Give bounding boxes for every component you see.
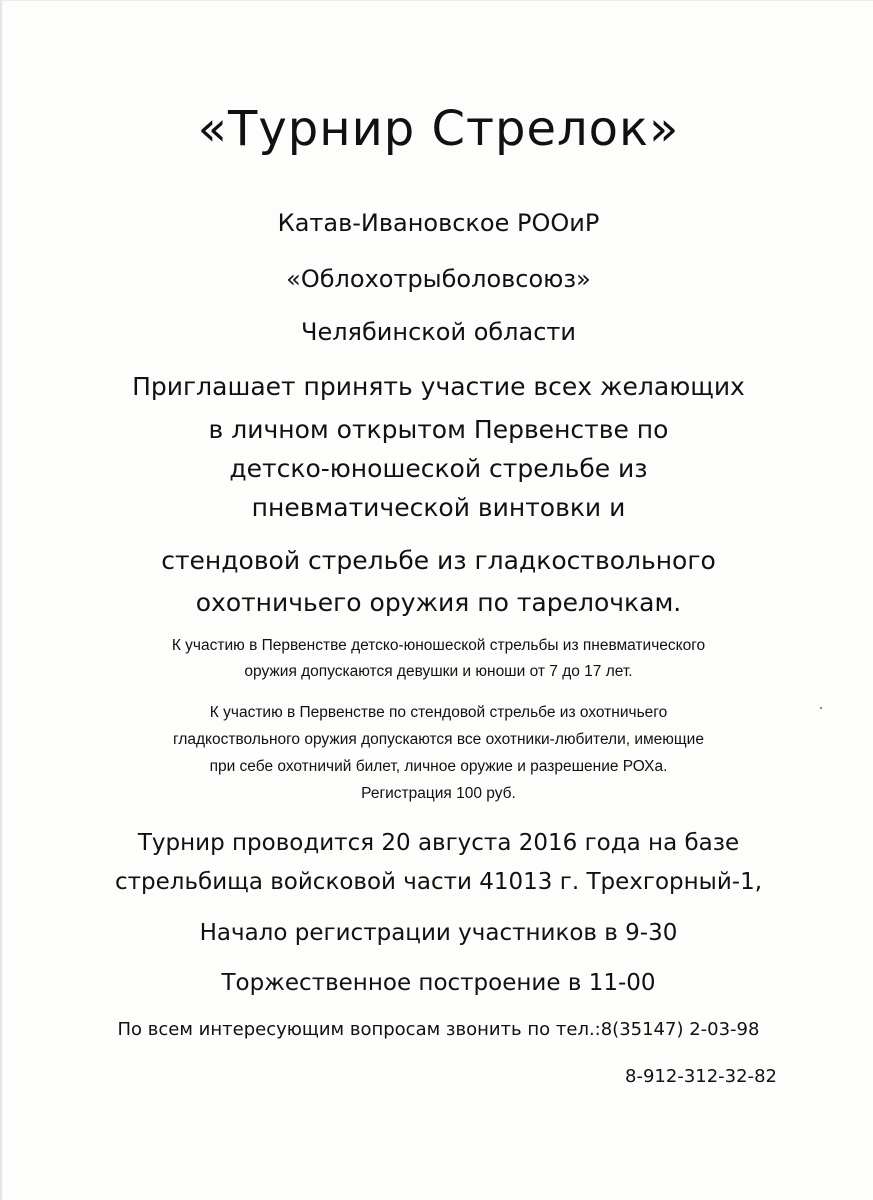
scan-speck (820, 707, 822, 709)
invitation-line-4: пневматической винтовки и (251, 493, 626, 522)
youth-rule-line-2: оружия допускаются девушки и юноши от 7 до 17 лет. (244, 663, 633, 680)
page-title: «Турнир Стрелок» (197, 101, 680, 157)
organizer-region: Челябинской области (301, 318, 576, 346)
organizer-union: «Облохотрыболовсоюз» (286, 265, 591, 293)
registration-start: Начало регистрации участников в 9-30 (199, 920, 678, 946)
event-date-line-1: Турнир проводится 20 августа 2016 года на базе (137, 830, 740, 856)
ceremony-time: Торжественное построение в 11-00 (221, 970, 656, 996)
invitation-line-3: детско-юношеской стрельбе из (229, 454, 648, 483)
contact-line: По всем интересующим вопросам звонить по тел.:8(35147) 2-03-98 (117, 1019, 760, 1040)
registration-fee: Регистрация 100 руб. (361, 785, 516, 802)
youth-rule-line-1: К участию в Первенстве детско-юношеской стрельбы из пневматического (171, 637, 706, 654)
invitation-line-2: в личном открытом Первенстве по (208, 415, 669, 444)
hunters-rule-line-1: К участию в Первенстве по стендовой стрельбе из охотничьего (209, 704, 668, 721)
invitation-line-5: стендовой стрельбе из гладкоствольного (161, 546, 716, 575)
organizer-name: Катав-Ивановское РООиР (277, 209, 600, 237)
invitation-line-6: охотничьего оружия по тарелочкам. (195, 588, 682, 617)
event-date-line-2: стрельбища войсковой части 41013 г. Трехгорный-1, (114, 869, 763, 895)
invitation-line-1: Приглашает принять участие всех желающих (132, 372, 745, 401)
hunters-rule-line-2: гладкоствольного оружия допускаются все охотники-любители, имеющие (173, 731, 704, 748)
hunters-rule-line-3: при себе охотничий билет, личное оружие и разрешение РОХа. (209, 758, 668, 775)
contact-phone-mobile: 8-912-312-32-82 (625, 1066, 777, 1087)
